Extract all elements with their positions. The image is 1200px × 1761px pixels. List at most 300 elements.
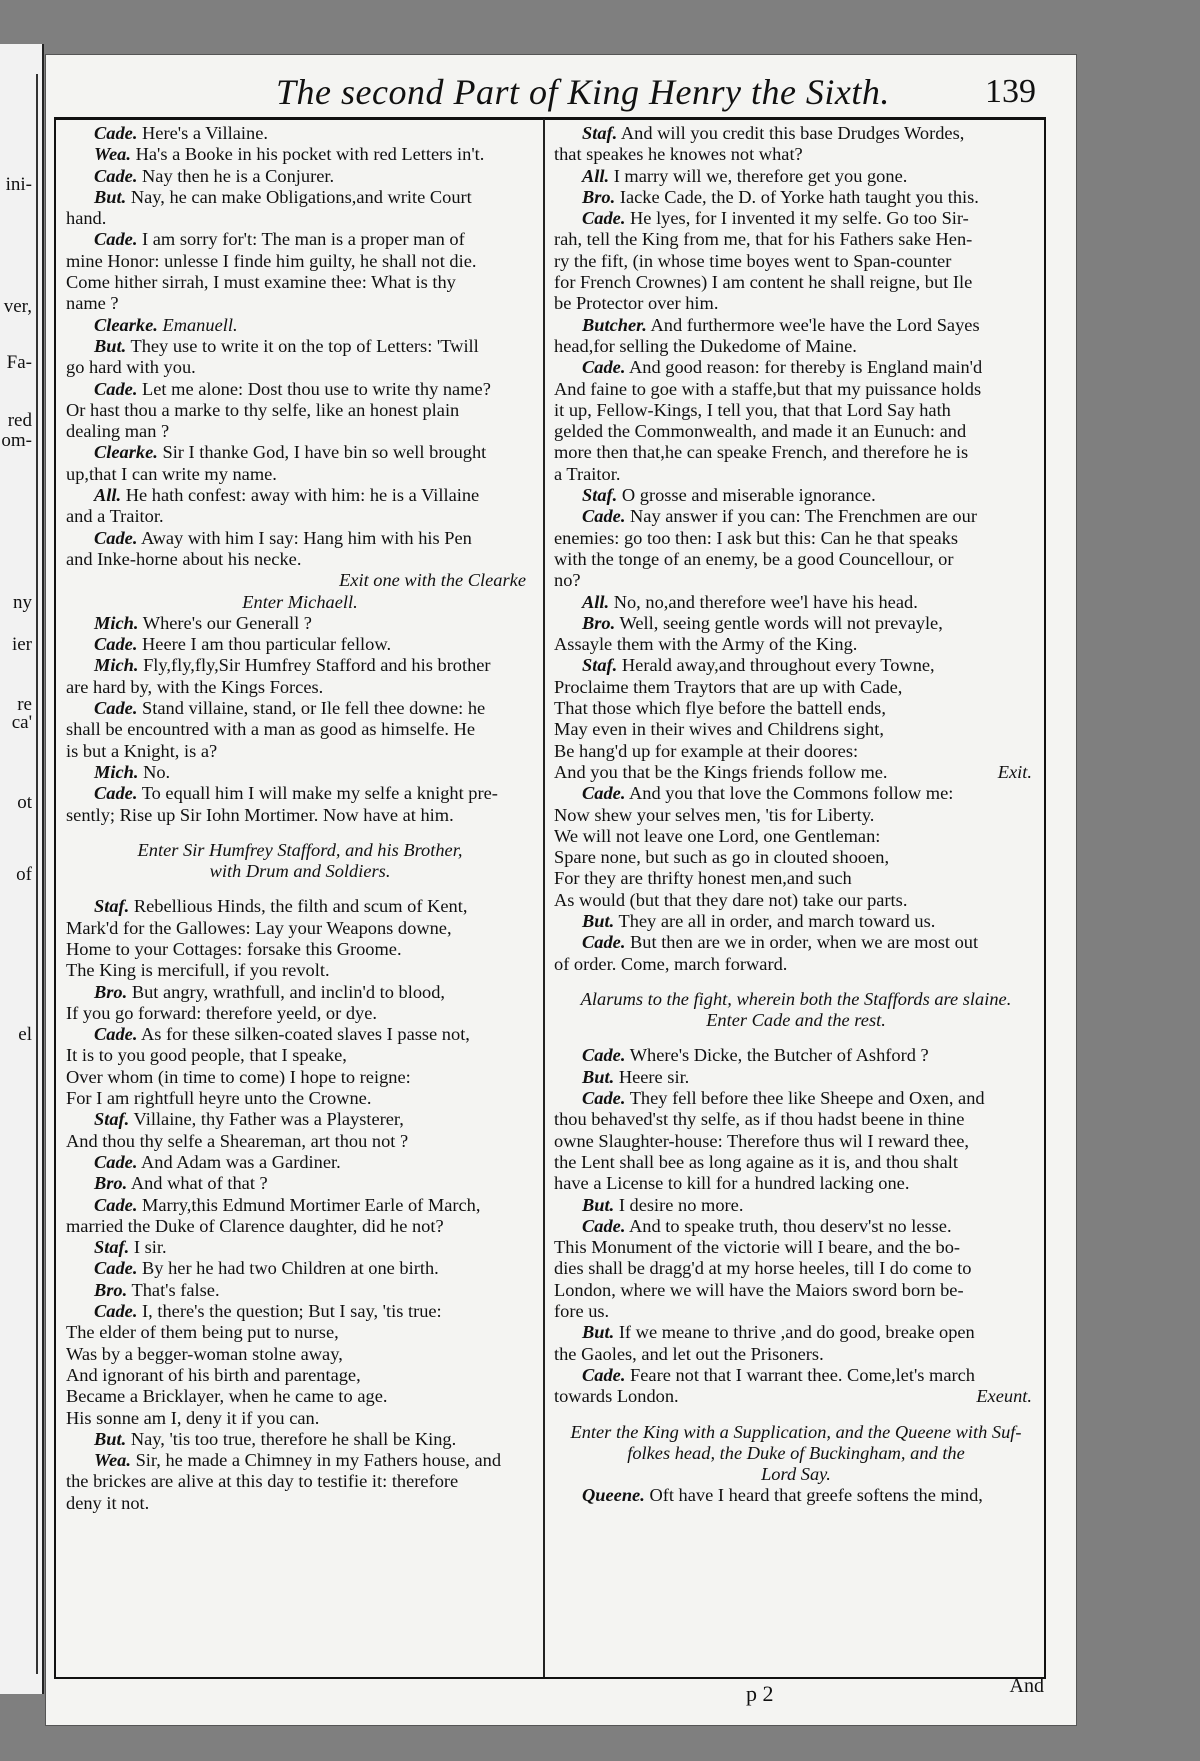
speaker-name: Cade. <box>582 506 626 527</box>
verse-line <box>66 1365 534 1386</box>
verse-line <box>554 847 1038 868</box>
verse-line <box>554 442 1038 463</box>
speech-line <box>66 896 534 917</box>
line-text: more then that,he can speake French, and therefore he is <box>554 442 969 463</box>
speech-line <box>66 1258 534 1279</box>
verse-line <box>66 677 534 698</box>
line-text: Or hast thou a marke to thy selfe, like an honest plain <box>66 399 460 420</box>
verse-line <box>66 1344 534 1365</box>
line-text: I sir. <box>133 1237 167 1258</box>
speaker-name: Cade. <box>94 1258 138 1279</box>
verse-line <box>66 251 534 272</box>
verse-line <box>66 293 534 314</box>
facing-page-fragment: red <box>7 410 32 431</box>
verse-line <box>66 1131 534 1152</box>
line-text: Was by a begger-woman stolne away, <box>66 1343 343 1364</box>
verse-line <box>66 939 534 960</box>
spacer <box>554 1031 1038 1045</box>
line-text: owne Slaughter-house: Therefore thus wil I reward thee, <box>554 1130 969 1151</box>
speaker-name: Cade. <box>94 783 138 804</box>
speech-line <box>66 315 534 336</box>
line-text: thou behaved'st thy selfe, as if thou hadst beene in thine <box>554 1109 965 1130</box>
speech-line <box>66 1237 534 1258</box>
exit-direction: Exeunt. <box>976 1386 1032 1407</box>
speech-line <box>554 1216 1038 1237</box>
speaker-name: Bro. <box>582 612 616 633</box>
line-text: They use to write it on the top of Letters: 'Twill <box>130 335 479 356</box>
speech-line <box>66 1173 534 1194</box>
line-text: Now shew your selves men, 'tis for Liberty. <box>554 804 875 825</box>
verse-line <box>554 634 1038 655</box>
verse-line <box>66 506 534 527</box>
line-text: I marry will we, therefore get you gone. <box>613 165 908 186</box>
line-text: This Monument of the victorie will I beare, and the bo- <box>554 1237 961 1258</box>
speaker-name: Cade. <box>94 165 138 186</box>
stage-direction: Lord Say. <box>761 1464 831 1485</box>
speaker-name: But. <box>582 910 615 931</box>
verse-line <box>66 1386 534 1407</box>
verse-line <box>554 805 1038 826</box>
speaker-name: But. <box>582 1066 615 1087</box>
verse-line <box>66 208 534 229</box>
line-text: But then are we in order, when we are most out <box>630 932 979 953</box>
speech-line <box>66 982 534 1003</box>
verse-line <box>66 400 534 421</box>
line-text: shall be encountred with a man as good as himselfe. He <box>66 719 476 740</box>
speaker-name: Cade. <box>582 357 626 378</box>
spacer <box>66 826 534 840</box>
speaker-name: All. <box>94 485 122 506</box>
speech-line <box>554 1045 1038 1066</box>
verse-line <box>554 677 1038 698</box>
facing-page-fragment: ot <box>17 792 32 813</box>
line-text: dies shall be dragg'd at my horse heeles, till I do come to <box>554 1258 972 1279</box>
verse-line <box>66 918 534 939</box>
facing-page-fragment: of <box>16 864 32 885</box>
facing-page-fragment: Fa- <box>6 352 32 373</box>
facing-page-fragment: el <box>18 1024 32 1045</box>
speech-line <box>554 187 1038 208</box>
verse-line <box>554 1344 1038 1365</box>
line-text: Nay then he is a Conjurer. <box>142 165 335 186</box>
speaker-name: Clearke. <box>94 314 158 335</box>
verse-line <box>554 421 1038 442</box>
line-text: O grosse and miserable ignorance. <box>621 485 876 506</box>
speaker-name: Cade. <box>94 698 138 719</box>
verse-line <box>554 1258 1038 1279</box>
speech-line <box>554 1195 1038 1216</box>
speech-line <box>554 208 1038 229</box>
line-text: enemies: go too then: I ask but this: Can he that speaks <box>554 527 959 548</box>
verse-line <box>66 1216 534 1237</box>
line-text: have a License to kill for a hundred lacking one. <box>554 1173 910 1194</box>
spacer <box>554 975 1038 989</box>
verse-line <box>554 1301 1038 1322</box>
line-text: it up, Fellow-Kings, I tell you, that that Lord Say hath <box>554 399 951 420</box>
verse-line <box>66 960 534 981</box>
speech-line <box>554 357 1038 378</box>
speech-line <box>554 1067 1038 1088</box>
speaker-name: Staf. <box>94 896 130 917</box>
speech-line <box>66 166 534 187</box>
line-text: is but a Knight, is a? <box>66 740 218 761</box>
line-text: of order. Come, march forward. <box>554 953 788 974</box>
line-text: Heere I am thou particular fellow. <box>142 634 392 655</box>
speech-line <box>66 229 534 250</box>
line-text: That's false. <box>131 1279 220 1300</box>
verse-line <box>66 421 534 442</box>
line-text: for French Crownes) I am content he shall reigne, but Ile <box>554 272 973 293</box>
line-text: I am sorry for't: The man is a proper man of <box>142 229 465 250</box>
line-text: sently; Rise up Sir Iohn Mortimer. Now have at him. <box>66 804 454 825</box>
speaker-name: But. <box>582 1322 615 1343</box>
speech-line <box>66 144 534 165</box>
line-text: Marry,this Edmund Mortimer Earle of March, <box>142 1194 481 1215</box>
verse-line <box>554 549 1038 570</box>
stage-direction: Exit one with the Clearke <box>339 570 526 591</box>
speaker-name: Clearke. <box>94 442 158 463</box>
verse-line <box>554 868 1038 889</box>
signature-mark: p 2 <box>746 1681 774 1706</box>
speech-line <box>66 655 534 676</box>
speech-line <box>66 634 534 655</box>
line-text: I desire no more. <box>618 1194 744 1215</box>
line-text: And ignorant of his birth and parentage, <box>66 1364 361 1385</box>
speech-line <box>66 1195 534 1216</box>
verse-line <box>66 272 534 293</box>
verse-line <box>554 1237 1038 1258</box>
verse-line <box>554 698 1038 719</box>
speaker-name: But. <box>94 1428 127 1449</box>
speech-line <box>554 315 1038 336</box>
right-column <box>554 123 1038 1507</box>
verse-line <box>66 1493 534 1514</box>
speech-line <box>66 1280 534 1301</box>
verse-line <box>554 379 1038 400</box>
verse-line <box>66 1088 534 1109</box>
speech-line <box>554 506 1038 527</box>
line-text: Come hither sirrah, I must examine thee: What is thy <box>66 272 456 293</box>
verse-line <box>66 464 534 485</box>
verse-line <box>554 293 1038 314</box>
speech-line <box>554 613 1038 634</box>
speaker-name: Bro. <box>94 1279 128 1300</box>
speech-line <box>554 655 1038 676</box>
verse-line <box>554 762 1038 783</box>
line-text: Sir I thanke God, I have bin so well brought <box>162 442 487 463</box>
speech-line <box>66 613 534 634</box>
verse-line <box>66 719 534 740</box>
speech-line <box>66 1450 534 1471</box>
exit-direction: Exit. <box>997 761 1032 782</box>
line-text: Nay, he can make Obligations,and write Court <box>130 186 472 207</box>
line-text: Iacke Cade, the D. of Yorke hath taught you this. <box>619 186 979 207</box>
stage-direction: Enter Sir Humfrey Stafford, and his Brother, <box>137 839 463 860</box>
speech-line <box>554 932 1038 953</box>
line-text: For I am rightfull heyre unto the Crowne. <box>66 1088 372 1109</box>
line-text: hand. <box>66 208 107 229</box>
verse-line <box>554 1280 1038 1301</box>
line-text: Where's our Generall ? <box>142 612 312 633</box>
line-text: But angry, wrathfull, and inclin'd to blood, <box>131 981 446 1002</box>
line-text: We will not leave one Lord, one Gentleman: <box>554 825 881 846</box>
line-text: go hard with you. <box>66 357 196 378</box>
speaker-name: Staf. <box>94 1237 130 1258</box>
line-text: He hath confest: away with him: he is a Villaine <box>125 485 480 506</box>
facing-page-fragment: ini- <box>5 174 32 195</box>
speaker-name: Cade. <box>582 208 626 229</box>
line-text: Heere sir. <box>618 1066 690 1087</box>
speaker-name: Cade. <box>582 932 626 953</box>
speaker-name: All. <box>582 165 610 186</box>
line-text: Emanuell. <box>162 314 238 335</box>
speaker-name: Bro. <box>582 186 616 207</box>
line-text: name ? <box>66 293 119 314</box>
verse-line <box>66 357 534 378</box>
spacer <box>66 882 534 896</box>
line-text: Nay, 'tis too true, therefore he shall be King. <box>130 1428 457 1449</box>
line-text: mine Honor: unlesse I finde him guilty, he shall not die. <box>66 250 477 271</box>
speech-line <box>554 1365 1038 1386</box>
speaker-name: Cade. <box>582 783 626 804</box>
line-text: Home to your Cottages: forsake this Groome. <box>66 938 402 959</box>
verse-line <box>554 272 1038 293</box>
verse-line <box>554 528 1038 549</box>
line-text: Proclaime them Traytors that are up with Cade, <box>554 676 903 697</box>
line-text: deny it not. <box>66 1492 150 1513</box>
verse-line <box>66 1045 534 1066</box>
page-footer <box>46 1675 1046 1721</box>
stage-direction: Enter the King with a Supplication, and the Queene with Suf- <box>570 1421 1022 1442</box>
verse-line <box>554 570 1038 591</box>
verse-line <box>66 1408 534 1429</box>
speaker-name: But. <box>94 186 127 207</box>
speaker-name: Staf. <box>582 655 618 676</box>
line-text: a Traitor. <box>554 463 621 484</box>
speaker-name: Staf. <box>582 485 618 506</box>
speaker-name: Bro. <box>94 981 128 1002</box>
facing-page-fragment: ny <box>13 592 32 613</box>
speaker-name: Cade. <box>94 527 138 548</box>
line-text: If we meane to thrive ,and do good, breake open <box>618 1322 975 1343</box>
speaker-name: All. <box>582 591 610 612</box>
speech-line <box>66 442 534 463</box>
verse-line <box>554 1109 1038 1130</box>
verse-line <box>554 1131 1038 1152</box>
speaker-name: But. <box>94 335 127 356</box>
page-header <box>46 63 1046 113</box>
verse-line <box>554 144 1038 165</box>
line-text: Stand villaine, stand, or Ile fell thee downe: he <box>142 698 486 719</box>
speech-line <box>554 592 1038 613</box>
line-text: And you that be the Kings friends follow me. <box>554 761 888 782</box>
verse-line <box>554 1173 1038 1194</box>
line-text: Assayle them with the Army of the King. <box>554 634 858 655</box>
line-text: married the Duke of Clarence daughter, did he not? <box>66 1215 444 1236</box>
facing-page-rule <box>36 74 38 1674</box>
verse-line <box>66 805 534 826</box>
line-text: As for these silken-coated slaves I passe not, <box>141 1024 470 1045</box>
line-text: For they are thrifty honest men,and such <box>554 868 852 889</box>
facing-page-fragment: ca' <box>11 712 32 733</box>
line-text: Spare none, but such as go in clouted shooen, <box>554 847 890 868</box>
speech-line <box>554 1485 1038 1506</box>
line-text: No, no,and therefore wee'l have his head. <box>613 591 918 612</box>
line-text: By her he had two Children at one birth. <box>142 1258 439 1279</box>
speech-line <box>66 762 534 783</box>
facing-page-fragment: ier <box>11 634 32 655</box>
speaker-name: Cade. <box>94 1301 138 1322</box>
line-text: London, where we will have the Maiors sword born be- <box>554 1279 964 1300</box>
verse-line <box>554 229 1038 250</box>
speaker-name: Cade. <box>94 1194 138 1215</box>
line-text: towards London. <box>554 1386 679 1407</box>
facing-page-edge <box>0 44 44 1694</box>
stage-direction: Enter Cade and the rest. <box>706 1010 886 1031</box>
line-text: head,for selling the Dukedome of Maine. <box>554 335 857 356</box>
line-text: He lyes, for I invented it my selfe. Go too Sir- <box>630 208 969 229</box>
line-text: As would (but that they dare not) take our parts. <box>554 889 908 910</box>
speaker-name: Staf. <box>582 123 618 143</box>
speech-line <box>66 336 534 357</box>
speaker-name: Wea. <box>94 144 131 165</box>
line-text: It is to you good people, that I speake, <box>66 1045 347 1066</box>
stage-direction: with Drum and Soldiers. <box>209 861 391 882</box>
speaker-name: Queene. <box>582 1485 645 1506</box>
line-text: Nay answer if you can: The Frenchmen are our <box>630 506 977 527</box>
speech-line <box>554 911 1038 932</box>
verse-line <box>554 464 1038 485</box>
speaker-name: Cade. <box>94 634 138 655</box>
line-text: And furthermore wee'le have the Lord Sayes <box>650 314 980 335</box>
line-text: And to speake truth, thou deserv'st no lesse. <box>629 1215 952 1236</box>
line-text: Mark'd for the Gallowes: Lay your Weapons downe, <box>66 917 452 938</box>
speaker-name: Mich. <box>94 612 139 633</box>
verse-line <box>66 1003 534 1024</box>
speaker-name: Butcher. <box>582 314 647 335</box>
line-text: Here's a Villaine. <box>142 123 268 143</box>
speaker-name: Bro. <box>94 1173 128 1194</box>
verse-line <box>66 1067 534 1088</box>
stage-direction: Alarums to the fight, wherein both the Staffords are slaine. <box>580 988 1012 1009</box>
line-text: Fly,fly,fly,Sir Humfrey Stafford and his brother <box>143 655 491 676</box>
line-text: Ha's a Booke in his pocket with red Letters in't. <box>135 144 485 165</box>
speech-line <box>66 485 534 506</box>
verse-line <box>554 1386 1038 1407</box>
speech-line <box>66 187 534 208</box>
line-text: The elder of them being put to nurse, <box>66 1322 339 1343</box>
line-text: If you go forward: therefore yeeld, or dye. <box>66 1002 377 1023</box>
speech-line <box>554 123 1038 144</box>
verse-line <box>554 1152 1038 1173</box>
line-text: and a Traitor. <box>66 506 164 527</box>
line-text: the Lent shall bee as long againe as it is, and thou shalt <box>554 1151 958 1172</box>
line-text: fore us. <box>554 1301 610 1322</box>
speech-line <box>554 1322 1038 1343</box>
line-text: gelded the Commonwealth, and made it an Eunuch: and <box>554 421 967 442</box>
speaker-name: Staf. <box>94 1109 130 1130</box>
speech-line <box>554 166 1038 187</box>
speaker-name: Cade. <box>94 1024 138 1045</box>
line-text: They are all in order, and march toward us. <box>618 910 936 931</box>
line-text: the Gaoles, and let out the Prisoners. <box>554 1343 824 1364</box>
verse-line <box>66 741 534 762</box>
line-text: dealing man ? <box>66 421 170 442</box>
speech-line <box>554 485 1038 506</box>
line-text: Villaine, thy Father was a Playsterer, <box>133 1109 404 1130</box>
verse-line <box>554 719 1038 740</box>
line-text: no? <box>554 570 581 591</box>
line-text: Oft have I heard that greefe softens the mind, <box>649 1485 983 1506</box>
verse-line <box>66 1471 534 1492</box>
speaker-name: Cade. <box>94 378 138 399</box>
facing-page-fragment: om- <box>1 430 32 451</box>
speech-line <box>554 1088 1038 1109</box>
line-text: Herald away,and throughout every Towne, <box>621 655 935 676</box>
line-text: And what of that ? <box>130 1173 268 1194</box>
line-text: Over whom (in time to come) I hope to reigne: <box>66 1066 411 1087</box>
line-text: Feare not that I warrant thee. Come,let's march <box>630 1364 975 1385</box>
speech-line <box>66 1152 534 1173</box>
stage-direction: folkes head, the Duke of Buckingham, and the <box>627 1442 965 1463</box>
speaker-name: Mich. <box>94 655 139 676</box>
verse-line <box>554 741 1038 762</box>
line-text: And thou thy selfe a Sheareman, art thou not ? <box>66 1130 409 1151</box>
line-text: Where's Dicke, the Butcher of Ashford ? <box>629 1045 929 1066</box>
page-number: 139 <box>985 73 1036 110</box>
speech-line <box>66 698 534 719</box>
line-text: up,that I can write my name. <box>66 463 277 484</box>
verse-line <box>66 549 534 570</box>
speaker-name: Cade. <box>582 1215 626 1236</box>
verse-line <box>66 1322 534 1343</box>
line-text: They fell before thee like Sheepe and Oxen, and <box>629 1088 985 1109</box>
line-text: that speakes he knowes not what? <box>554 144 803 165</box>
speech-line <box>66 379 534 400</box>
line-text: ry the fift, (in whose time boyes went to Span-counter <box>554 250 952 271</box>
line-text: And Adam was a Gardiner. <box>141 1151 341 1172</box>
speaker-name: Cade. <box>94 1151 138 1172</box>
line-text: That those which flye before the battell ends, <box>554 698 886 719</box>
line-text: Let me alone: Dost thou use to write thy name? <box>142 378 491 399</box>
verse-line <box>554 826 1038 847</box>
line-text: Sir, he made a Chimney in my Fathers house, and <box>135 1450 502 1471</box>
verse-line <box>554 251 1038 272</box>
line-text: Well, seeing gentle words will not prevayle, <box>619 612 943 633</box>
verse-line <box>554 400 1038 421</box>
line-text: The King is mercifull, if you revolt. <box>66 960 330 981</box>
verse-line <box>554 336 1038 357</box>
facing-page-fragment: re <box>17 694 32 715</box>
speech-line <box>554 783 1038 804</box>
column-rule <box>543 119 545 1677</box>
running-title: The second Part of King Henry the Sixth. <box>276 72 890 112</box>
catchword: And <box>1009 1675 1044 1697</box>
speech-line <box>66 1429 534 1450</box>
spacer <box>554 1408 1038 1422</box>
line-text: Became a Bricklayer, when he came to age. <box>66 1386 388 1407</box>
line-text: To equall him I will make my selfe a knight pre- <box>141 783 498 804</box>
line-text: I, there's the question; But I say, 'tis true: <box>142 1301 442 1322</box>
speech-line <box>66 528 534 549</box>
left-column <box>66 123 534 1514</box>
speaker-name: But. <box>582 1194 615 1215</box>
speaker-name: Cade. <box>582 1088 626 1109</box>
speech-line <box>66 783 534 804</box>
line-text: rah, tell the King from me, that for his Fathers sake Hen- <box>554 229 973 250</box>
facing-page-fragment: ver, <box>3 296 32 317</box>
speech-line <box>66 1301 534 1322</box>
